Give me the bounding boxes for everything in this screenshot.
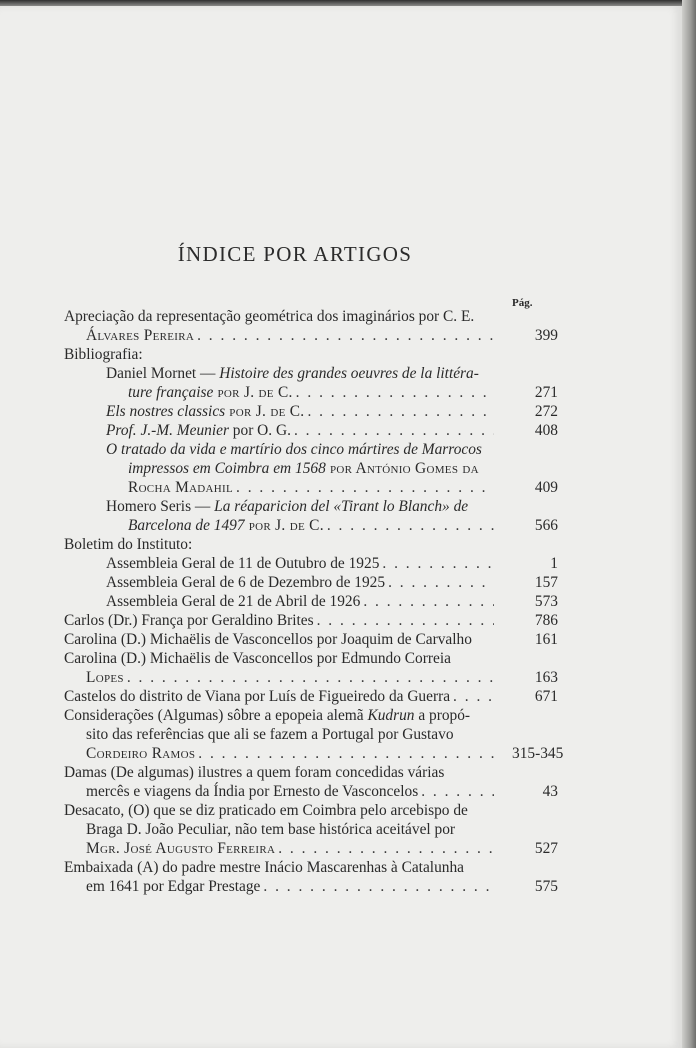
- index-line: Damas (De algumas) ilustres a quem foram concedidas várias: [64, 764, 445, 781]
- page-number: 163: [534, 669, 558, 686]
- page-column-label: Pág.: [512, 297, 533, 309]
- index-line: Homero Seris — La réaparicion del «Tirant lo Blanch» de: [106, 498, 469, 515]
- page-number: 43: [542, 783, 558, 800]
- page-number: 1: [550, 555, 558, 572]
- page-number: 575: [534, 878, 558, 895]
- index-line: Considerações (Algumas) sôbre a epopeia alemã Kudrun a propó-: [64, 707, 471, 724]
- page-number: 671: [534, 688, 558, 705]
- index-line: Assembleia Geral de 6 de Dezembro de 1925 . . . 157: [64, 573, 498, 592]
- page-number: 786: [534, 612, 558, 629]
- index-line: impressos em Coimbra em 1568 por António Gomes da: [128, 460, 479, 477]
- index-line: Embaixada (A) do padre mestre Inácio Mascarenhas à Catalunha: [64, 859, 464, 876]
- index-line: Carolina (D.) Michaëlis de Vasconcellos por Joaquim de Carvalho 161: [64, 631, 558, 648]
- index-line: Apreciação da representação geométrica dos imaginários por C. E.: [64, 308, 475, 325]
- index-line: Carolina (D.) Michaëlis de Vasconcellos por Edmundo Correia: [64, 650, 451, 667]
- index-line: Rocha Madahil . . . 409: [64, 478, 498, 497]
- page-number: 271: [534, 384, 558, 401]
- page-number: 315-345: [512, 745, 564, 762]
- index-line: Assembleia Geral de 11 de Outubro de 1925 . . . 1: [64, 554, 498, 573]
- page-right-edge: [682, 0, 696, 1048]
- index-line: Mgr. José Augusto Ferreira . . . 527: [64, 839, 498, 858]
- page-number: 409: [534, 479, 558, 496]
- index-line: Barcelona de 1497 por J. de C. . . . 566: [64, 516, 498, 535]
- index-line: Braga D. João Peculiar, não tem base histórica aceitável por: [86, 821, 456, 838]
- page-number: 527: [534, 840, 558, 857]
- index-line: Daniel Mornet — Histoire des grandes oeuvres de la littéra-: [106, 365, 479, 382]
- index-line: Carlos (Dr.) França por Geraldino Brites . . . 786: [64, 611, 498, 630]
- page-number: 573: [534, 593, 558, 610]
- index-line: Cordeiro Ramos . . . 315-345: [64, 744, 498, 763]
- page-number: 566: [534, 517, 558, 534]
- index-list: [64, 307, 564, 896]
- index-line: em 1641 por Edgar Prestage . . . 575: [64, 877, 498, 896]
- index-line: Lopes . . . 163: [64, 668, 498, 687]
- index-line: mercês e viagens da Índia por Ernesto de Vasconcelos . . . 43: [64, 782, 498, 801]
- index-line: sito das referências que ali se fazem a Portugal por Gustavo: [86, 726, 454, 743]
- page-title: ÍNDICE POR ARTIGOS: [177, 242, 413, 266]
- page-number: 272: [534, 403, 558, 420]
- page-number: 408: [534, 422, 558, 439]
- index-line: ture française por J. de C. . . . 271: [64, 383, 498, 402]
- index-line: Prof. J.-M. Meunier por O. G. . . . 408: [64, 421, 498, 440]
- index-line: Desacato, (O) que se diz praticado em Coimbra pelo arcebispo de: [64, 802, 468, 819]
- page-number: 161: [534, 631, 558, 648]
- page-number: 399: [534, 327, 558, 344]
- index-line: Assembleia Geral de 21 de Abril de 1926 . . . 573: [64, 592, 498, 611]
- index-line: Castelos do distrito de Viana por Luís de Figueiredo da Guerra . . . 671: [64, 687, 498, 706]
- index-line: Boletim do Instituto:: [64, 536, 193, 553]
- page-number: 157: [534, 574, 558, 591]
- index-line: Álvares Pereira . . . 399: [64, 326, 498, 345]
- index-line: O tratado da vida e martírio dos cinco mártires de Marrocos: [106, 441, 482, 458]
- index-line: Els nostres classics por J. de C. . . . 272: [64, 402, 498, 421]
- index-line: Bibliografia:: [64, 346, 143, 363]
